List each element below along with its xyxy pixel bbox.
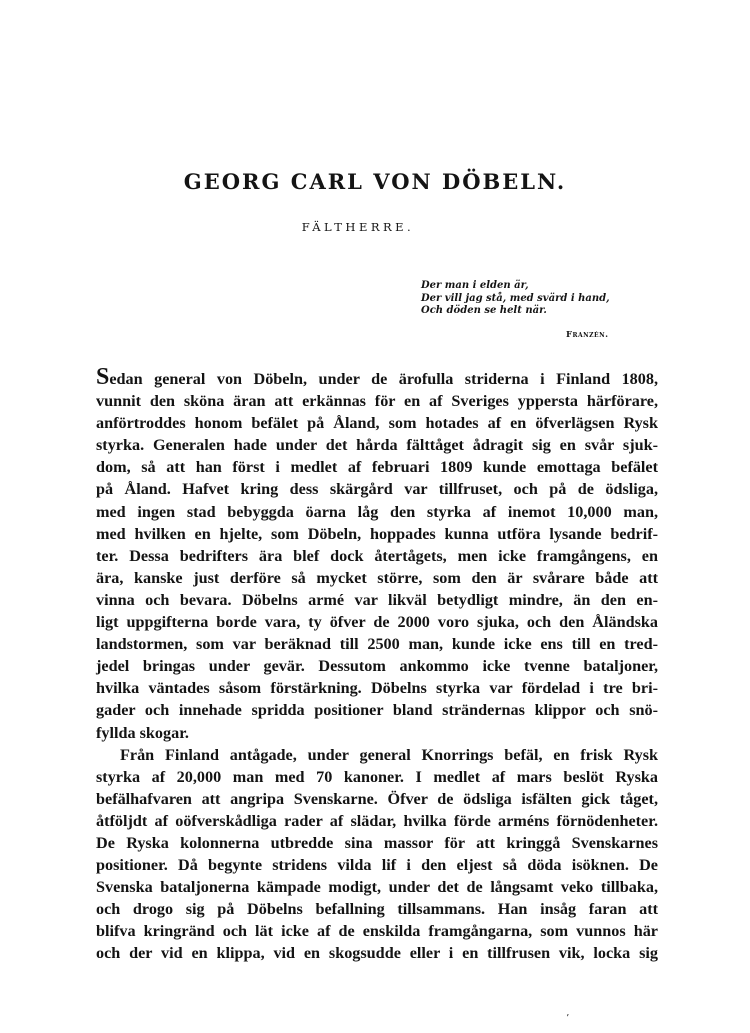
epigraph-line: Och döden se helt när. — [421, 305, 547, 316]
text-line: styrka. Generalen hade under det hårda fälttåget ådragit sig en svår sjuk- — [96, 436, 658, 455]
text-line: Från Finland antågade, under general Knorrings befäl, en frisk Rysk — [120, 745, 658, 764]
text-line: landstormen, som var beräknad till 2500 man, kunde icke ens till en tred- — [96, 635, 658, 654]
body-text — [96, 364, 658, 965]
drop-cap: S — [96, 364, 110, 390]
text-line: dom, så att han först i medlet af februari 1809 kunde emottaga befälet — [96, 458, 658, 477]
text-line: hvilka väntades såsom förstärkning. Döbelns styrka var fördelad i tre bri- — [96, 679, 658, 698]
text-line: och der vid en klippa, vid en skogsudde eller i en tillfrusen vik, locka sig — [96, 944, 658, 963]
text-line: jedel bringas under gevär. Dessutom ankommo icke tvenne bataljoner, — [96, 657, 658, 676]
text-line: anförtroddes honom befälet på Åland, som hotades af en öfverlägsen Rysk — [96, 414, 658, 433]
text-line: De Ryska kolonnerna utbredde sina massor för att kringgå Svenskarnes — [96, 833, 658, 852]
epigraph-line: Der man i elden är, — [421, 280, 529, 291]
epigraph — [421, 280, 610, 318]
text-line: och drogo sig på Döbelns befallning tillsammans. Han insåg faran att — [96, 900, 658, 919]
text-line: med ingen stad bebyggda öarna låg den styrka af inemot 10,000 man, — [96, 502, 658, 521]
text-line: gader och innehade spridda positioner bland strändernas klippor och snö- — [96, 701, 658, 720]
text-line: vunnit den sköna äran att erkännas för en af Sveriges yppersta härförare, — [96, 392, 658, 411]
text-line: åtföljdt af oöfverskådliga rader af slädar, hvilka förde arméns förnödenheter. — [96, 811, 658, 830]
text-line: Svenska bataljonerna kämpade modigt, under det de långsamt veko tillbaka, — [96, 878, 658, 897]
text-line: positioner. Då begynte stridens vilda lif i den eljest så döda isöknen. De — [96, 856, 658, 875]
text-line — [96, 364, 658, 390]
text-line: ter. Dessa bedrifters ära blef dock återtågets, men icke framgångens, en — [96, 546, 658, 565]
text-line-rest: edan general von Döbeln, under de ärofulla striderna i Finland 1808, — [109, 370, 658, 388]
epigraph-line: Der vill jag stå, med svärd i hand, — [421, 292, 610, 304]
text-line: på Åland. Hafvet kring dess skärgård var tillfruset, och på de ödsliga, — [96, 480, 658, 499]
text-line: vinna och bevara. Döbelns armé var likväl betydligt mindre, än den en- — [96, 590, 658, 609]
footer-mark: ʼ — [566, 1014, 569, 1024]
text-line: styrka af 20,000 man med 70 kanoner. I medlet af mars beslöt Ryska — [96, 767, 658, 786]
epigraph-author: Franzén. — [566, 330, 609, 340]
text-line: ligt uppgifterna borde vara, ty öfver de 2000 voro sjuka, och den Åländska — [96, 613, 658, 632]
page-subtitle: FÄLTHERRE. — [301, 220, 415, 234]
text-line: fyllda skogar. — [96, 723, 189, 742]
page-title: GEORG CARL VON DÖBELN. — [183, 169, 567, 194]
text-line: ära, kanske just derföre så mycket större, som den är svårare både att — [96, 568, 658, 587]
text-line: med hvilken en hjelte, som Döbeln, hoppades kunna utföra lysande bedrif- — [96, 524, 658, 543]
text-line: befälhafvaren att angripa Svenskarne. Öfver de ödsliga isfälten gick tåget, — [96, 789, 658, 808]
text-line: blifva kringränd och lät icke af de enskilda framgångarna, som vunnos här — [96, 922, 658, 941]
